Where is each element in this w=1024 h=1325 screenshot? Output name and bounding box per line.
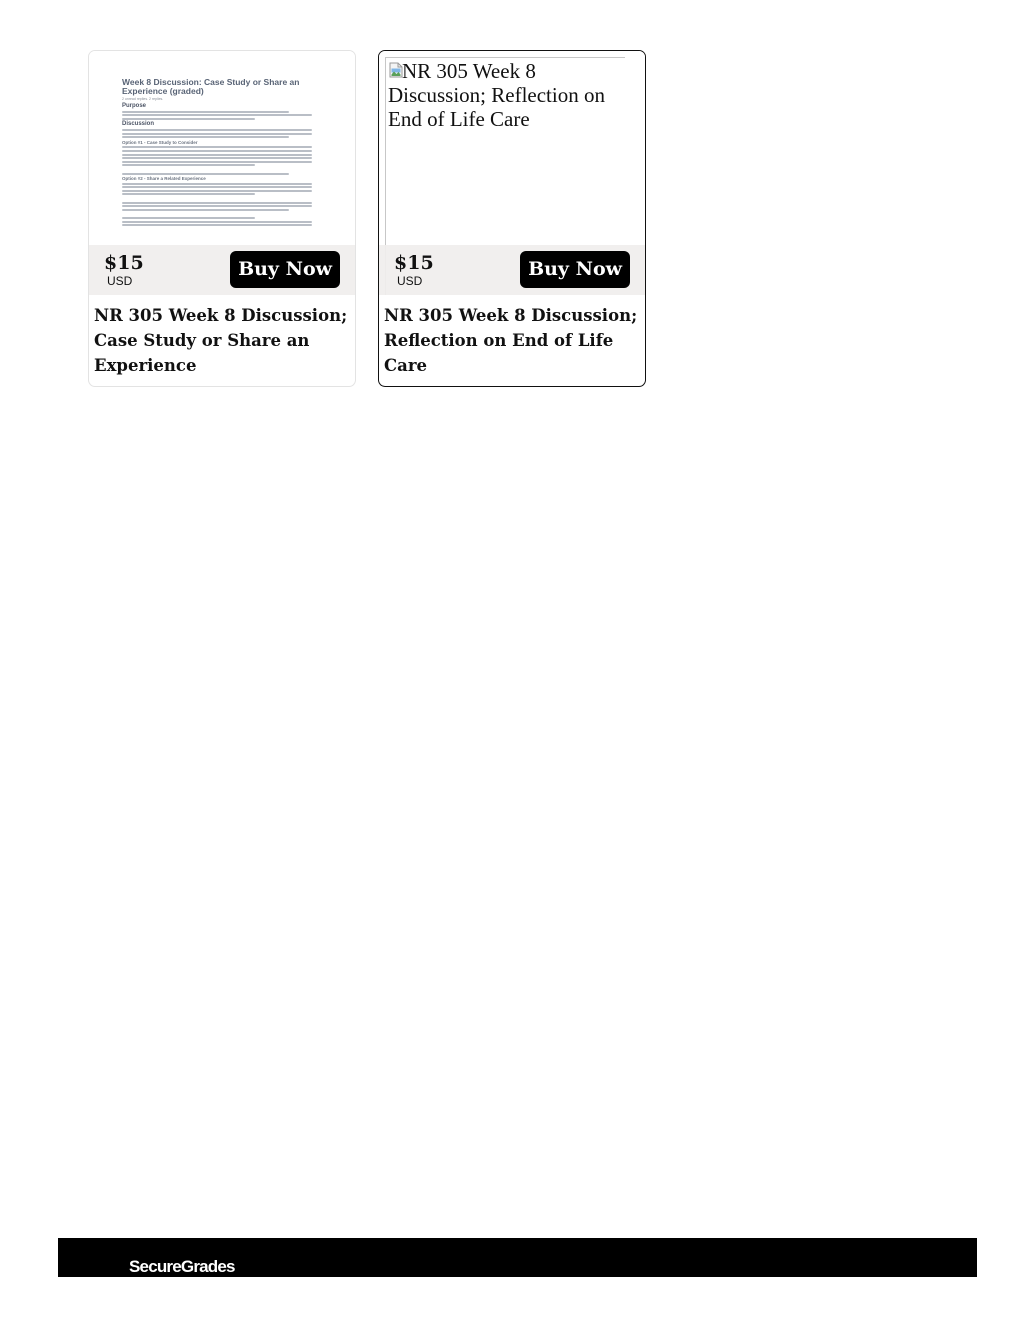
preview-text-line — [122, 154, 312, 156]
preview-text-line — [122, 183, 312, 185]
preview-text-line — [122, 129, 312, 131]
preview-text-line — [122, 111, 289, 113]
preview-text-line — [122, 190, 312, 192]
preview-text-line — [122, 164, 255, 166]
price-currency: USD — [397, 274, 423, 288]
preview-text-line — [122, 224, 312, 226]
preview-title: Week 8 Discussion: Case Study or Share an Experience (graded) — [122, 77, 300, 96]
preview-text-line — [122, 221, 312, 223]
image-alt-text: NR 305 Week 8 Discussion; Reflection on End of Life Care — [388, 59, 605, 131]
document-preview — [122, 78, 312, 228]
brand-logo[interactable]: SecureGrades — [129, 1257, 235, 1276]
preview-text-line — [122, 133, 312, 135]
preview-text-line — [122, 209, 289, 211]
preview-heading-option1: Option #1 - Case Study to Consider — [122, 139, 198, 145]
preview-text-line — [122, 146, 312, 148]
preview-meta: 2 unread replies. 2 replies. — [122, 97, 164, 101]
buy-now-button[interactable]: Buy Now — [520, 251, 630, 288]
preview-text-line — [122, 173, 289, 175]
footer — [58, 1238, 977, 1277]
preview-text-line — [122, 114, 312, 116]
buy-now-button[interactable]: Buy Now — [230, 251, 340, 288]
price-amount: $15 — [104, 252, 144, 274]
preview-heading-purpose: Purpose — [122, 103, 147, 109]
price-amount: $15 — [394, 252, 434, 274]
preview-text-line — [122, 205, 312, 207]
preview-text-line — [122, 161, 312, 163]
preview-text-line — [122, 202, 312, 204]
product-title[interactable]: NR 305 Week 8 Discussion; Case Study or Share an Experience — [94, 306, 348, 375]
preview-text-line — [122, 217, 255, 219]
product-card[interactable] — [378, 50, 646, 387]
preview-heading-option2: Option #2 - Share a Related Experience — [122, 176, 206, 182]
price-bar — [89, 245, 355, 295]
price-bar — [379, 245, 645, 295]
product-title[interactable]: NR 305 Week 8 Discussion; Reflection on End of Life Care — [384, 306, 638, 375]
preview-text-line — [122, 157, 312, 159]
price-currency: USD — [107, 274, 133, 288]
preview-text-line — [122, 193, 255, 195]
preview-text-line — [122, 186, 312, 188]
preview-text-line — [122, 150, 312, 152]
preview-text-line — [122, 136, 289, 138]
preview-text-line — [122, 118, 255, 120]
preview-heading-discussion: Discussion — [122, 121, 155, 128]
product-card[interactable] — [88, 50, 356, 387]
